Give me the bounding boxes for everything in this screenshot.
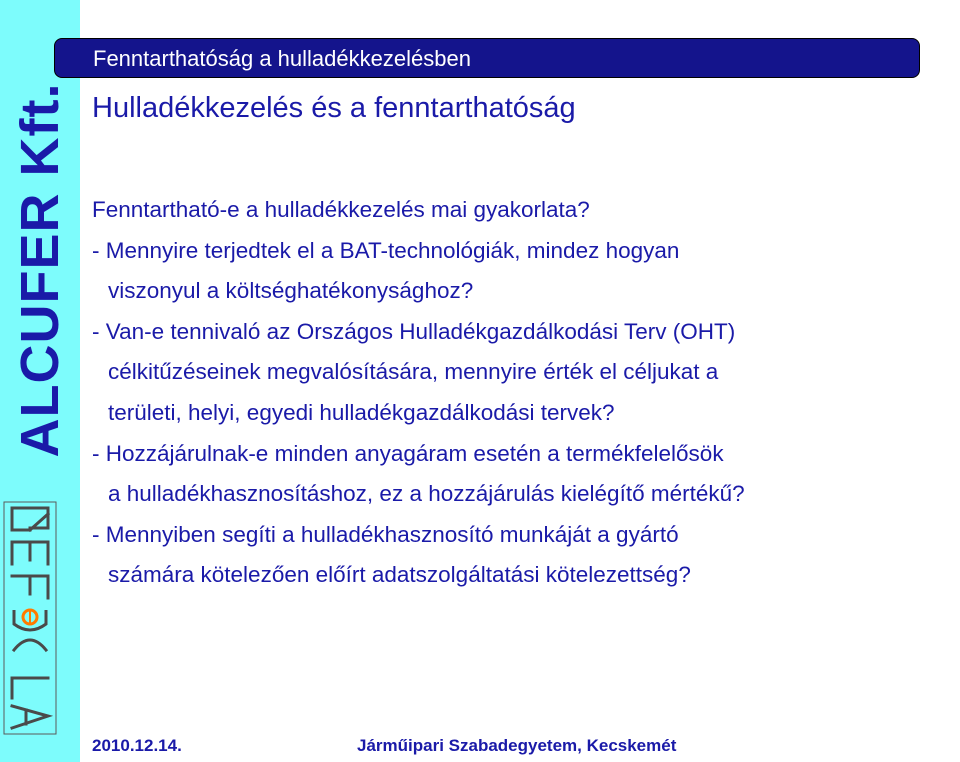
- slide-title: Hulladékkezelés és a fenntarthatóság: [92, 92, 576, 124]
- content-line: - Mennyiben segíti a hulladékhasznosító munkáját a gyártó: [92, 521, 679, 547]
- content-line: számára kötelezően előírt adatszolgáltatási kötelezettség?: [108, 562, 691, 588]
- slide-content: [92, 190, 954, 596]
- content-line: területi, helyi, egyedi hulladékgazdálkodási tervek?: [108, 399, 615, 425]
- sidebar: [0, 0, 80, 762]
- title-bar-text: Fenntarthatóság a hulladékkezelésben: [93, 46, 471, 71]
- alcufer-logo: [2, 500, 58, 736]
- content-line: Fenntartható-e a hulladékkezelés mai gyakorlata?: [92, 197, 590, 222]
- content-line: - Mennyire terjedtek el a BAT-technológiák, mindez hogyan: [92, 237, 680, 263]
- content-line: célkitűzéseinek megvalósítására, mennyire érték el céljukat a: [108, 359, 719, 385]
- content-line: a hulladékhasznosításhoz, ez a hozzájárulás kielégítő mértékű?: [108, 481, 745, 507]
- footer-date: 2010.12.14.: [92, 736, 182, 755]
- brand-text: ALCUFER Kft.: [10, 82, 70, 458]
- title-bar: [54, 38, 920, 78]
- content-line: - Van-e tennivaló az Országos Hulladékgazdálkodási Terv (OHT): [92, 318, 736, 344]
- footer-location: Járműipari Szabadegyetem, Kecskemét: [357, 736, 677, 755]
- content-line: viszonyul a költséghatékonysághoz?: [108, 278, 474, 304]
- content-line: - Hozzájárulnak-e minden anyagáram esetén a termékfelelősök: [92, 440, 724, 466]
